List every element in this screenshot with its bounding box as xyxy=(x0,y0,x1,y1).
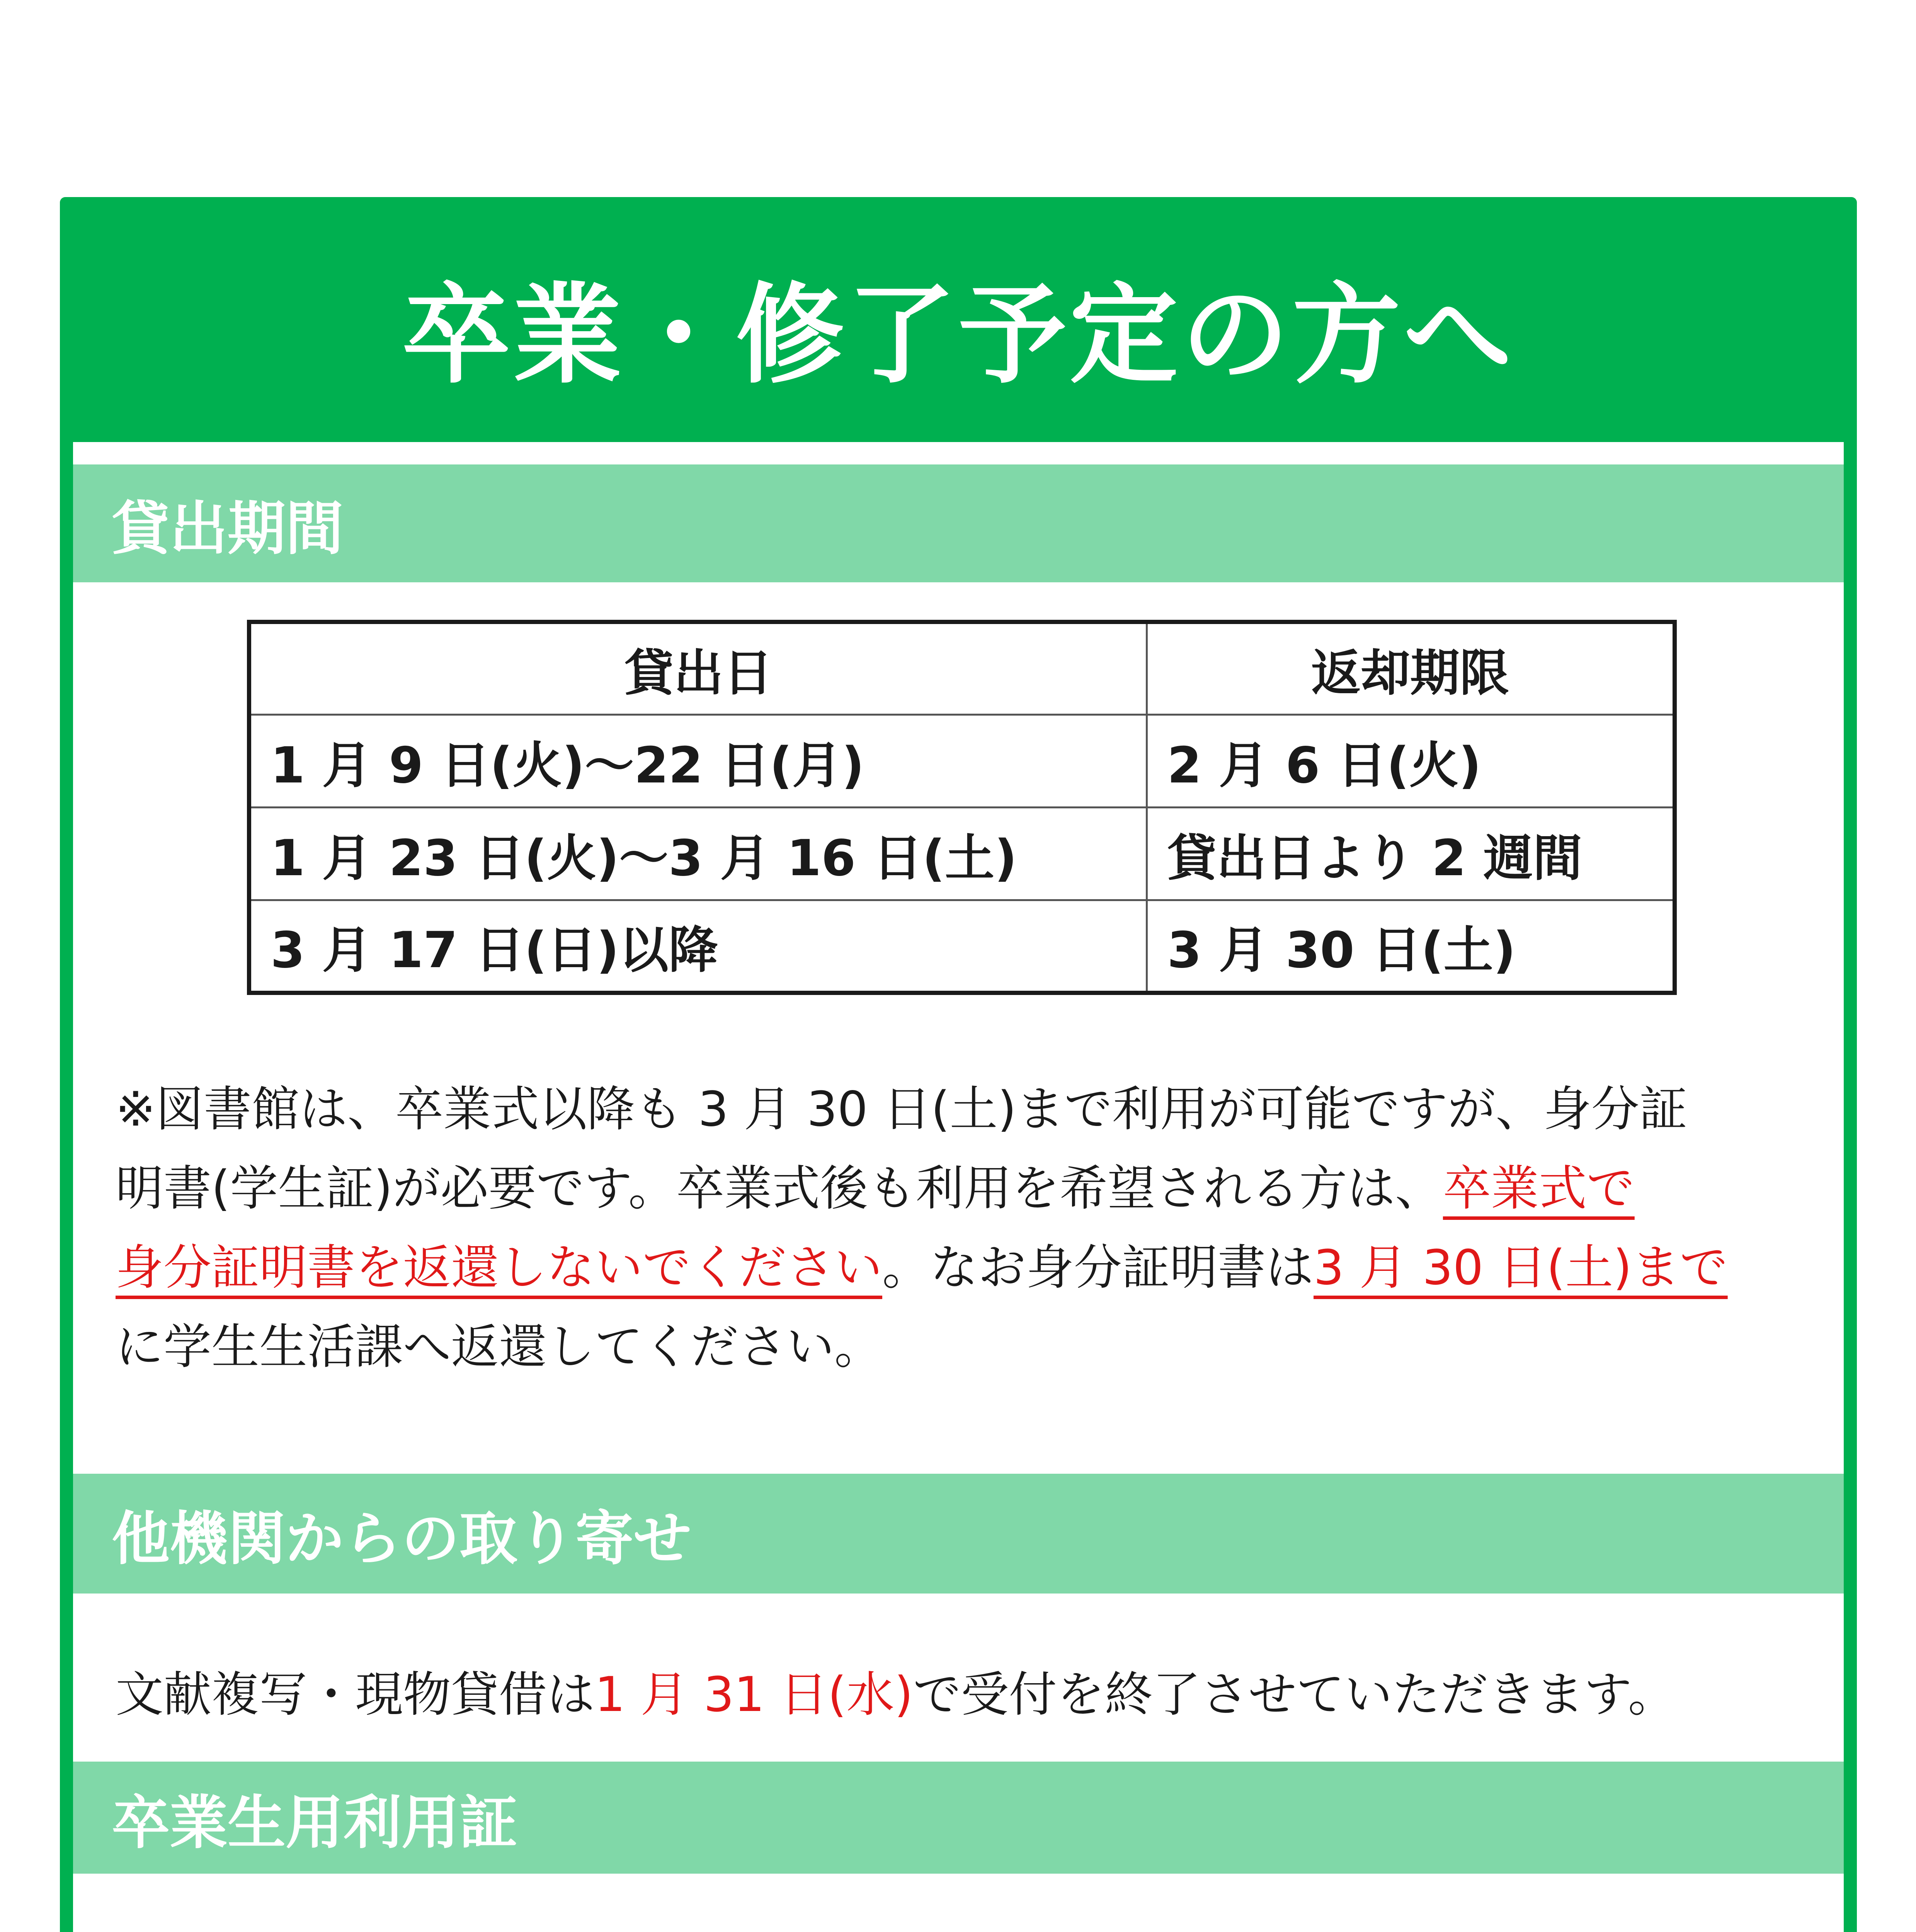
loan-period-table xyxy=(247,620,1677,995)
section-heading-alumni-card-text: 卒業生用利用証 xyxy=(112,1789,518,1857)
note-highlight: 卒業式で xyxy=(1443,1161,1635,1216)
section-heading-ill xyxy=(73,1474,1844,1594)
table-row xyxy=(249,715,1675,808)
section-heading-loan-text: 貸出期間 xyxy=(112,495,344,563)
table-cell: 2 月 6 日(火) xyxy=(1147,715,1675,808)
note-line: に学生生活課へ返還してください。 xyxy=(116,1319,883,1375)
note-highlight: 3 月 30 日(土)まで xyxy=(1314,1240,1728,1296)
column-header-due-date: 返却期限 xyxy=(1147,622,1675,715)
note-line: ※図書館は、卒業式以降も 3 月 30 日(土)まで利用が可能ですが、身分証 xyxy=(116,1082,1687,1137)
note-highlight: 身分証明書を返還しないでください xyxy=(116,1240,883,1296)
ill-text-before: 文献複写・現物貸借は xyxy=(116,1667,595,1723)
table-header-row xyxy=(249,622,1675,715)
notice-frame xyxy=(60,197,1857,1932)
table-cell: 1 月 23 日(火)～3 月 16 日(土) xyxy=(249,808,1147,900)
section-heading-ill-text: 他機関からの取り寄せ xyxy=(112,1505,692,1573)
note-text: 。なお身分証明書は xyxy=(882,1240,1314,1296)
page-title: 卒業・修了予定の方へ xyxy=(402,272,1515,398)
section-heading-loan xyxy=(73,464,1844,582)
loan-note xyxy=(116,1070,1728,1387)
table-row xyxy=(249,900,1675,993)
column-header-loan-date: 貸出日 xyxy=(249,622,1147,715)
note-line xyxy=(116,1149,1728,1228)
table-cell: 1 月 9 日(火)～22 日(月) xyxy=(249,715,1147,808)
table-cell: 貸出日より 2 週間 xyxy=(1147,808,1675,900)
ill-text-after: で受付を終了させていただきます。 xyxy=(913,1667,1676,1723)
title-band xyxy=(73,210,1844,442)
section-heading-alumni-card xyxy=(73,1762,1844,1874)
note-text: 明書(学生証)が必要です。卒業式後も利用を希望される方は、 xyxy=(116,1161,1443,1216)
ill-text xyxy=(116,1655,1676,1735)
table-cell: 3 月 17 日(日)以降 xyxy=(249,900,1147,993)
table-row xyxy=(249,808,1675,900)
table-cell: 3 月 30 日(土) xyxy=(1147,900,1675,993)
note-line xyxy=(116,1228,1728,1308)
ill-deadline: 1 月 31 日(水) xyxy=(595,1667,913,1723)
